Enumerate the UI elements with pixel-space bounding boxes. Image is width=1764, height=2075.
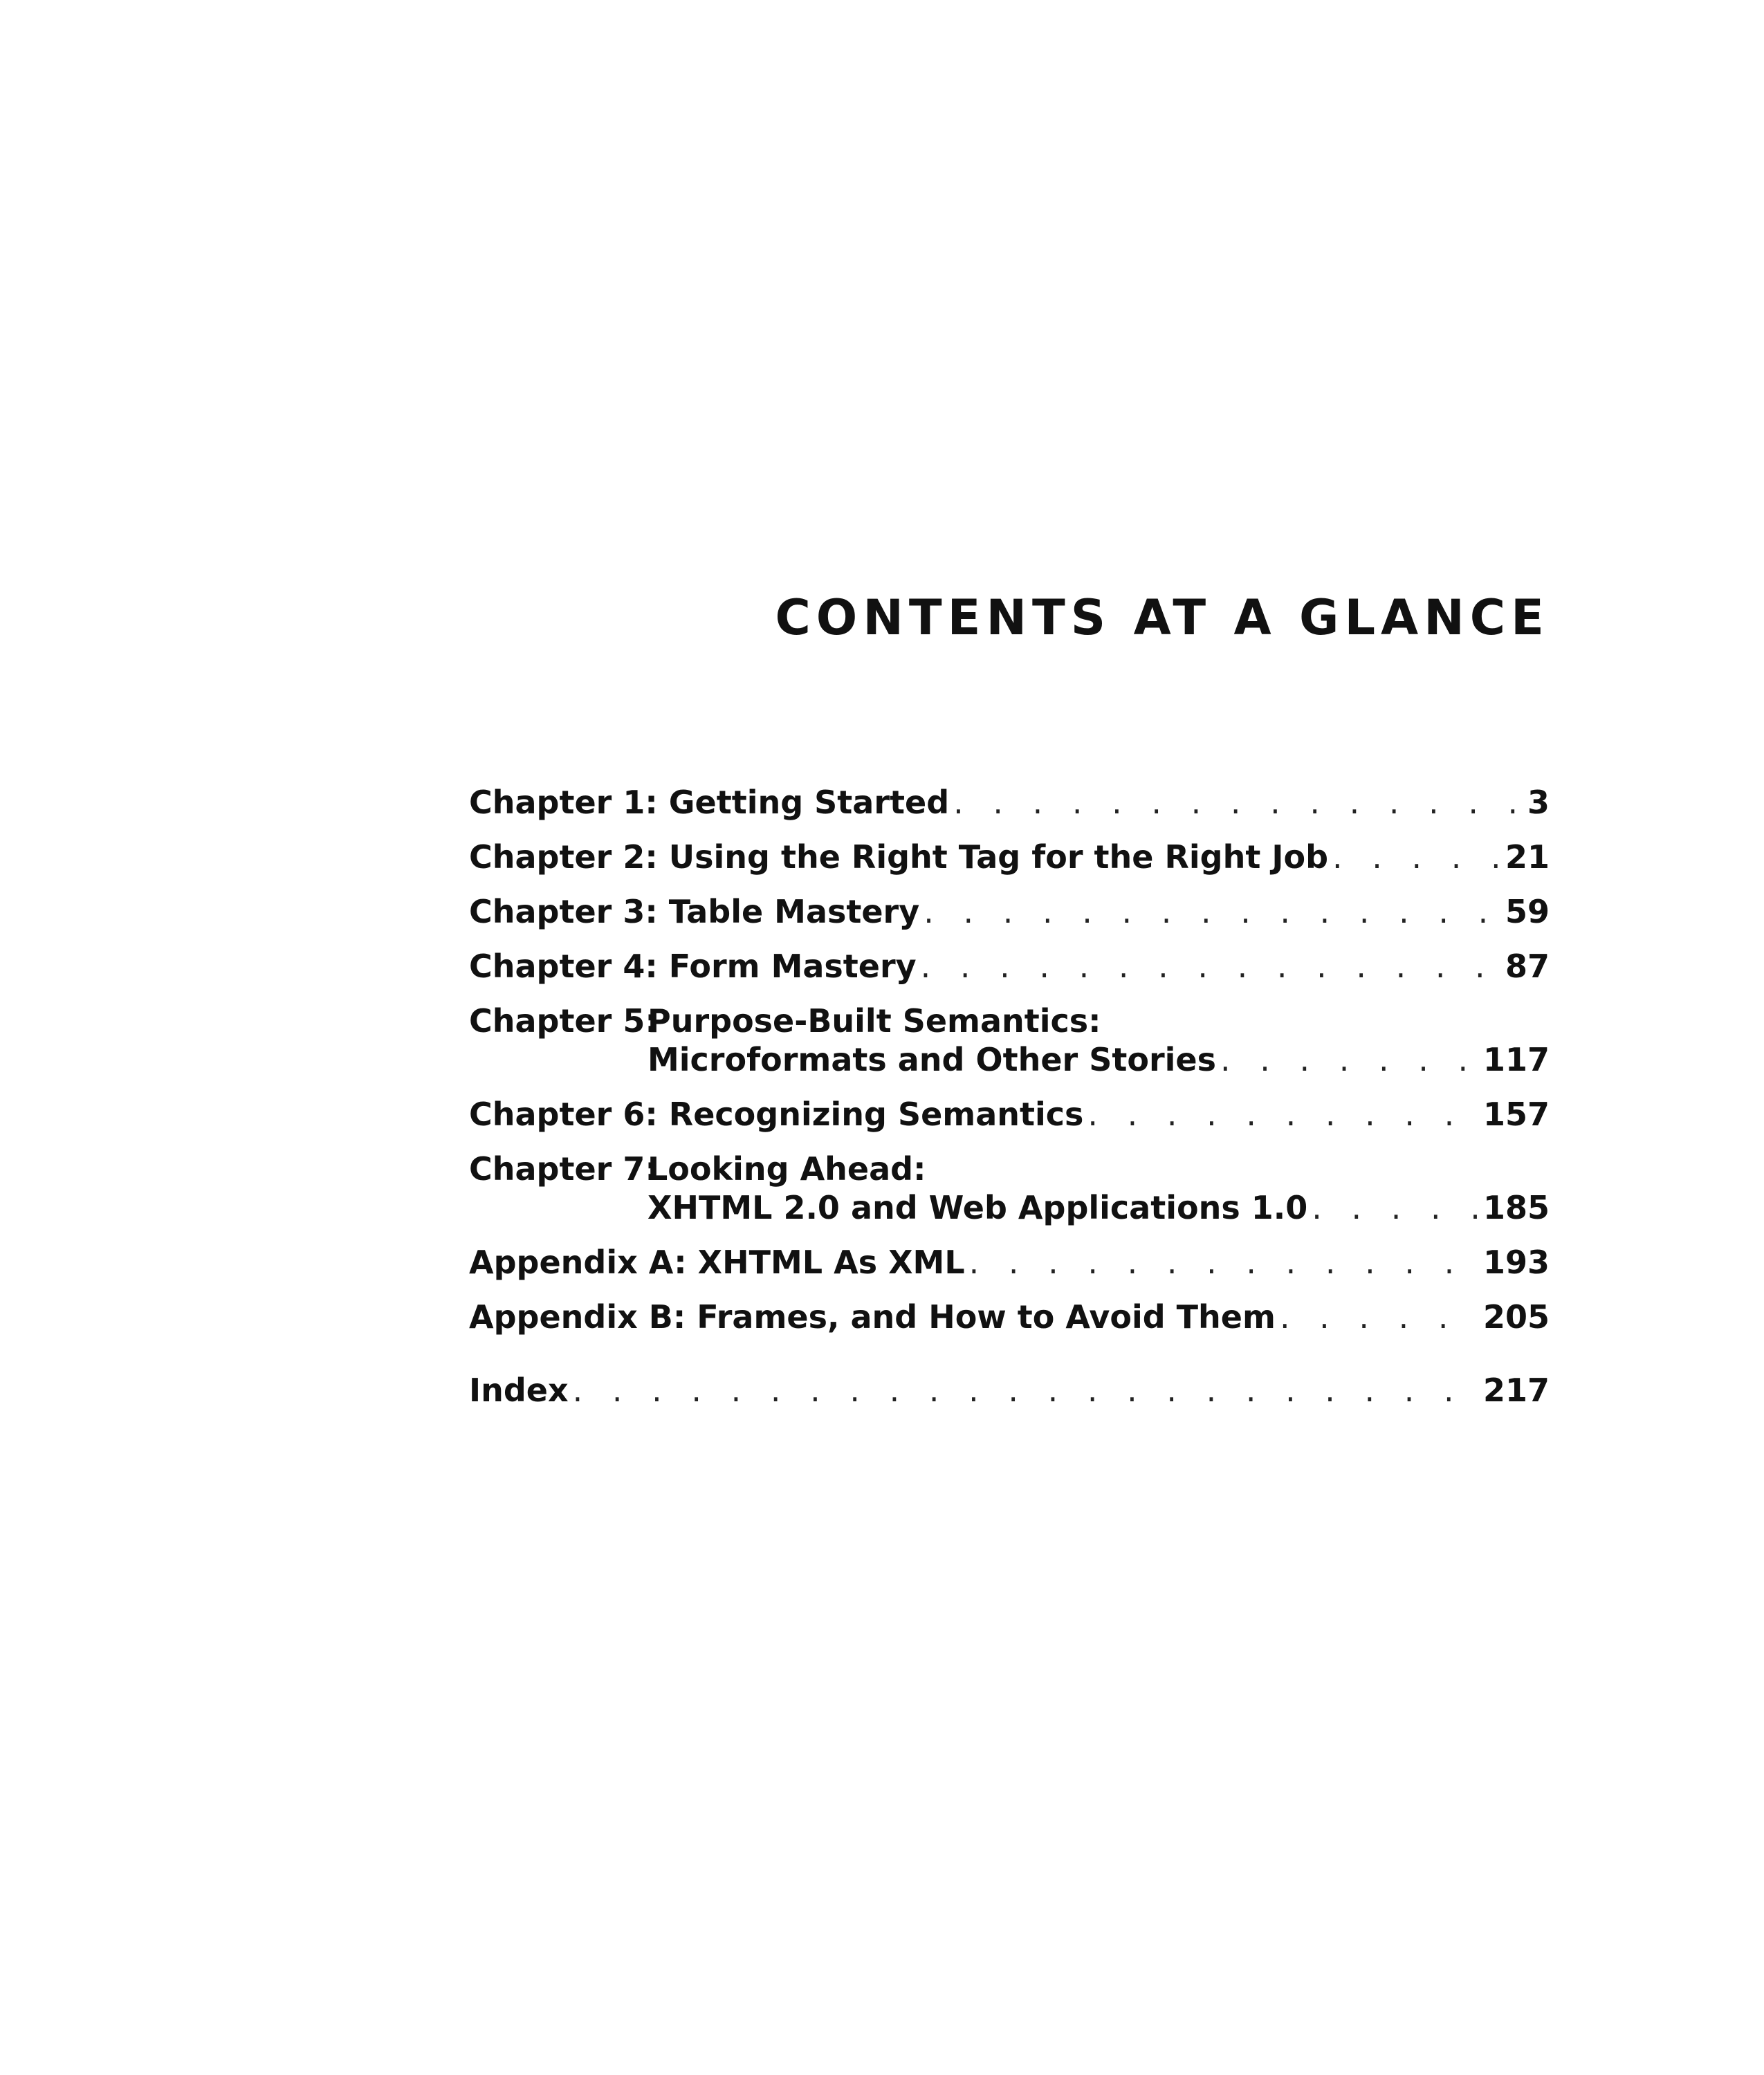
toc-entry-appendix-b[interactable]	[469, 1298, 1550, 1336]
toc-entry-title: Appendix A: XHTML As XML	[469, 1244, 965, 1281]
toc-entry-index[interactable]	[469, 1371, 1550, 1410]
dot-leader	[1312, 1188, 1478, 1227]
toc-entry-title: Chapter 4: Form Mastery	[469, 948, 917, 985]
toc-entry-title: Index	[469, 1372, 569, 1409]
toc-entry-chapter-7[interactable]	[469, 1150, 1550, 1227]
toc-entry-title: Purpose-Built Semantics:	[647, 1002, 1101, 1040]
toc-entry-chapter-1[interactable]	[469, 783, 1550, 822]
toc-entry-chapter-5[interactable]	[469, 1002, 1550, 1079]
dot-leader	[1220, 1040, 1478, 1079]
toc-page-number: 87	[1505, 948, 1550, 985]
toc-entry-chapter-6[interactable]	[469, 1095, 1550, 1134]
toc-entry-title: Chapter 2: Using the Right Tag for the Right Job	[469, 838, 1328, 876]
dot-leader	[1332, 838, 1500, 876]
toc-entry-prefix: Chapter 7:	[469, 1150, 658, 1188]
toc-page-number: 3	[1527, 784, 1550, 821]
toc-entry-chapter-4[interactable]	[469, 947, 1550, 986]
toc-entry-chapter-3[interactable]	[469, 892, 1550, 931]
dot-leader	[573, 1371, 1478, 1410]
toc-page-number: 59	[1505, 893, 1550, 930]
toc-entry-title: Chapter 1: Getting Started	[469, 784, 950, 821]
toc-entry-title: Looking Ahead:	[647, 1150, 926, 1188]
toc-list	[469, 783, 1550, 1426]
dot-leader	[921, 947, 1500, 986]
toc-entry-subtitle: XHTML 2.0 and Web Applications 1.0	[647, 1189, 1308, 1226]
toc-entry-title: Chapter 6: Recognizing Semantics	[469, 1096, 1084, 1133]
toc-page-number: 217	[1482, 1372, 1550, 1409]
dot-leader	[953, 783, 1522, 822]
dot-leader	[1280, 1298, 1478, 1336]
dot-leader	[924, 892, 1500, 931]
toc-entry-appendix-a[interactable]	[469, 1243, 1550, 1282]
toc-entry-subtitle: Microformats and Other Stories	[647, 1041, 1216, 1078]
dot-leader	[1087, 1095, 1478, 1134]
dot-leader	[969, 1243, 1478, 1282]
toc-page-number: 193	[1482, 1244, 1550, 1281]
toc-entry-title: Appendix B: Frames, and How to Avoid Them	[469, 1298, 1276, 1336]
toc-page-number: 205	[1482, 1298, 1550, 1336]
toc-entry-title: Chapter 3: Table Mastery	[469, 893, 920, 930]
toc-page-number: 117	[1482, 1041, 1550, 1078]
toc-page-number: 21	[1505, 838, 1550, 876]
page-title: CONTENTS AT A GLANCE	[775, 589, 1550, 646]
toc-entry-prefix: Chapter 5:	[469, 1002, 658, 1040]
toc-page-number: 185	[1482, 1189, 1550, 1226]
toc-entry-chapter-2[interactable]	[469, 838, 1550, 876]
toc-page-number: 157	[1482, 1096, 1550, 1133]
